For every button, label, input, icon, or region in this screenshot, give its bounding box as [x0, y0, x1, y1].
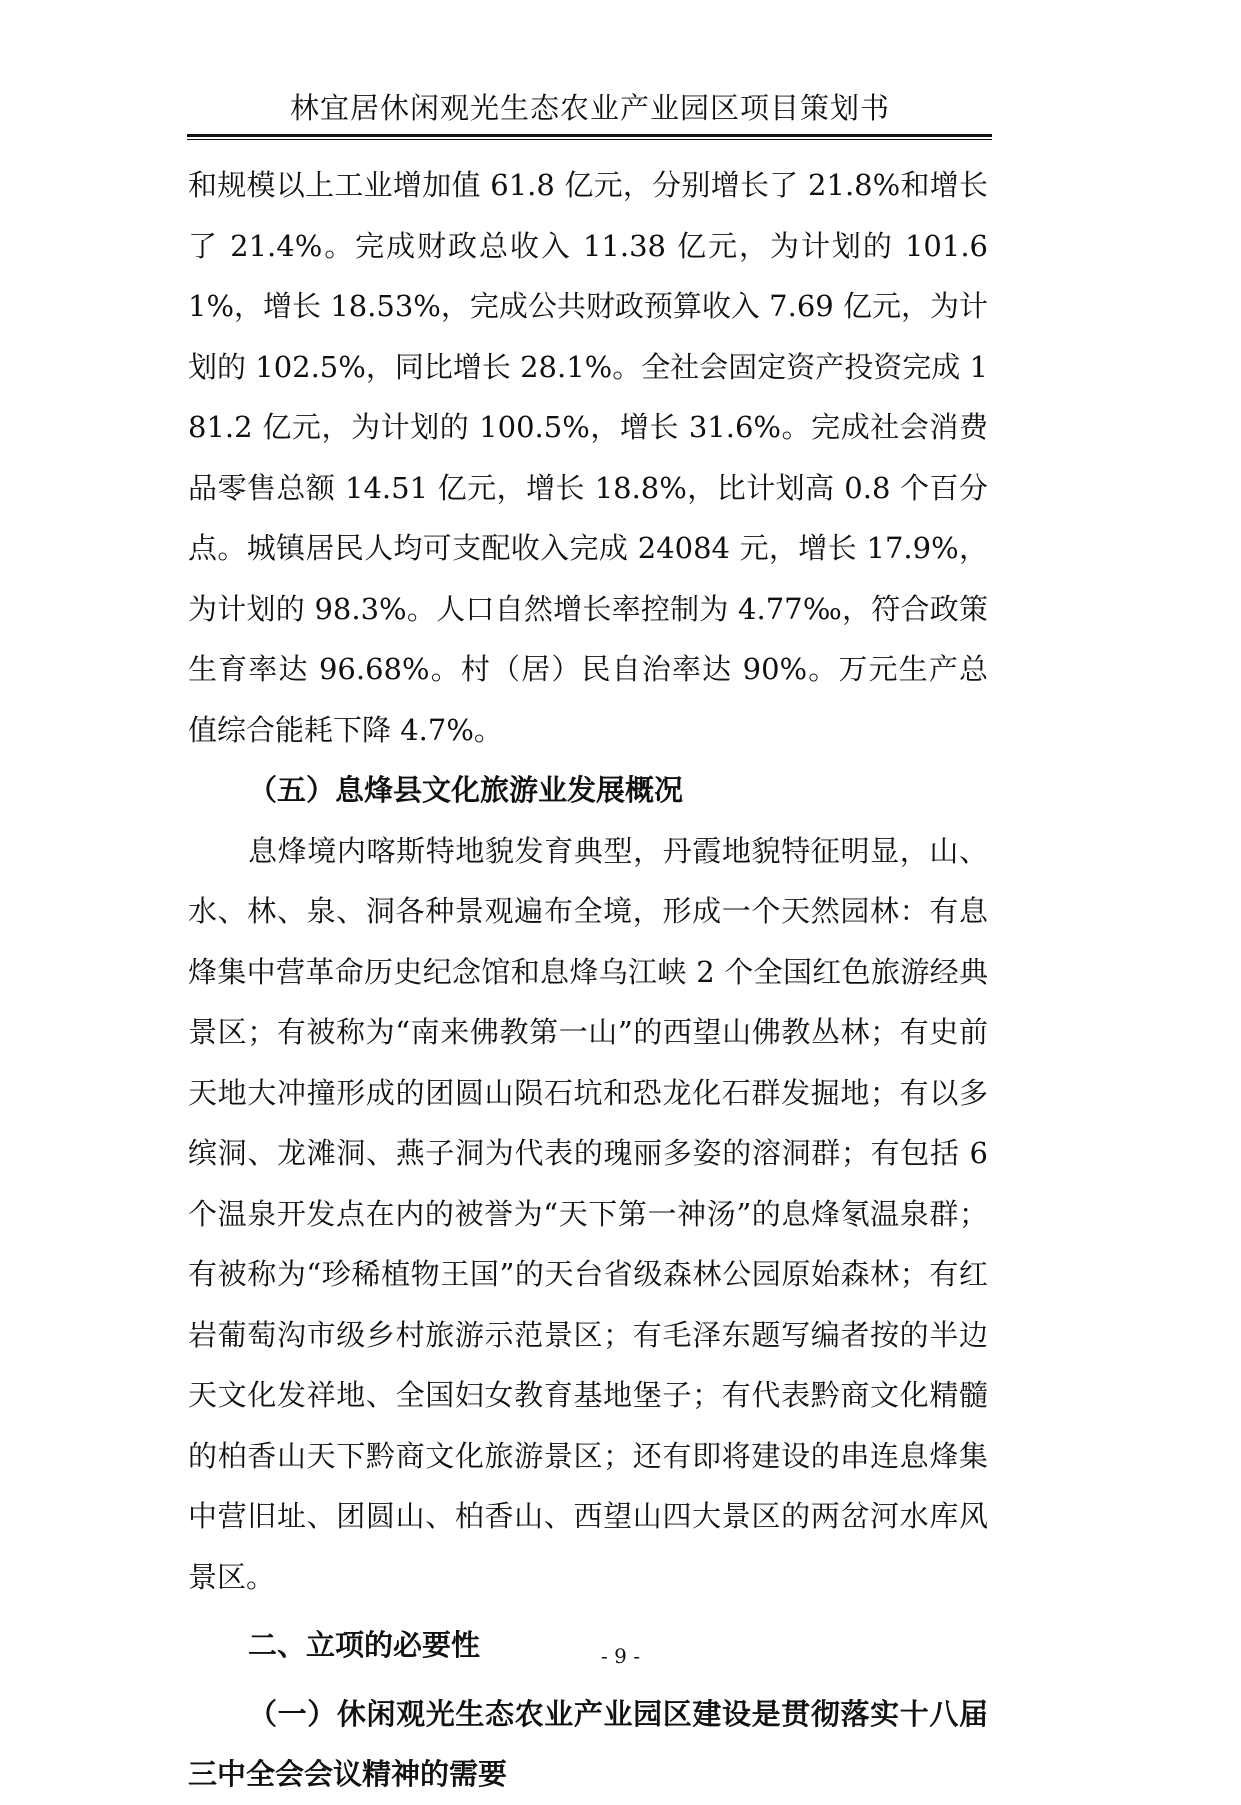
document-body: [188, 155, 988, 1805]
header-rule-thin: [187, 139, 992, 140]
page-number: - 9 -: [601, 1644, 640, 1668]
section-heading-tourism: （五）息烽县文化旅游业发展概况: [248, 773, 684, 807]
header-rule-thick: [187, 134, 992, 137]
paragraph-tourism: 息烽境内喀斯特地貌发育典型，丹霞地貌特征明显，山、水、林、泉、洞各种景观遍布全境，形成一个天然园林：有息烽集中营革命历史纪念馆和息烽乌江峡 2 个全国红色旅游经典景区；有被称为“南来佛教第一山”的西望山佛教丛林；有史前天地大冲撞形成的团圆山陨石坑和恐龙化石群发掘地；有以多缤洞、龙滩洞、燕子洞为代表的瑰丽多姿的溶洞群；有包括 6 个温泉开发点在内的被誉为“天下第一神汤”的息烽氡温泉群；有被称为“珍稀植物王国”的天台省级森林公园原始森林；有红岩葡萄沟市级乡村旅游示范景区；有毛泽东题写编者按的半边天文化发祥地、全国妇女教育基地堡子；有代表黔商文化精髓的柏香山天下黔商文化旅游景区；还有即将建设的串连息烽集中营旧址、团圆山、柏香山、西望山四大景区的两岔河水库风景区。: [188, 833, 988, 1594]
page-header-title: 林宜居休闲观光生态农业产业园区项目策划书: [289, 91, 890, 125]
paragraph-statistics: 和规模以上工业增加值 61.8 亿元，分别增长了 21.8%和增长了 21.4%。完成财政总收入 11.38 亿元，为计划的 101.61%，增长 18.53%，完成公共财政预算收入 7.69 亿元，为计划的 102.5%，同比增长 28.1%。全社会固定资产投资完成 181.2 亿元，为计划的 100.5%，增长 31.6%。完成社会消费品零售总额 14.51 亿元，增长 18.8%，比计划高 0.8 个百分点。城镇居民人均可支配收入完成 24084 元，增长 17.9%，为计划的 98.3%。人口自然增长率控制为 4.77‰，符合政策生育率达 96.68%。村（居）民自治率达 90%。万元生产总值综合能耗下降 4.7%。: [188, 168, 988, 747]
section-heading-necessity: 二、立项的必要性: [248, 1628, 481, 1662]
subsection-heading-necessity-1: （一）休闲观光生态农业产业园区建设是贯彻落实十八届三中全会会议精神的需要: [188, 1696, 988, 1791]
